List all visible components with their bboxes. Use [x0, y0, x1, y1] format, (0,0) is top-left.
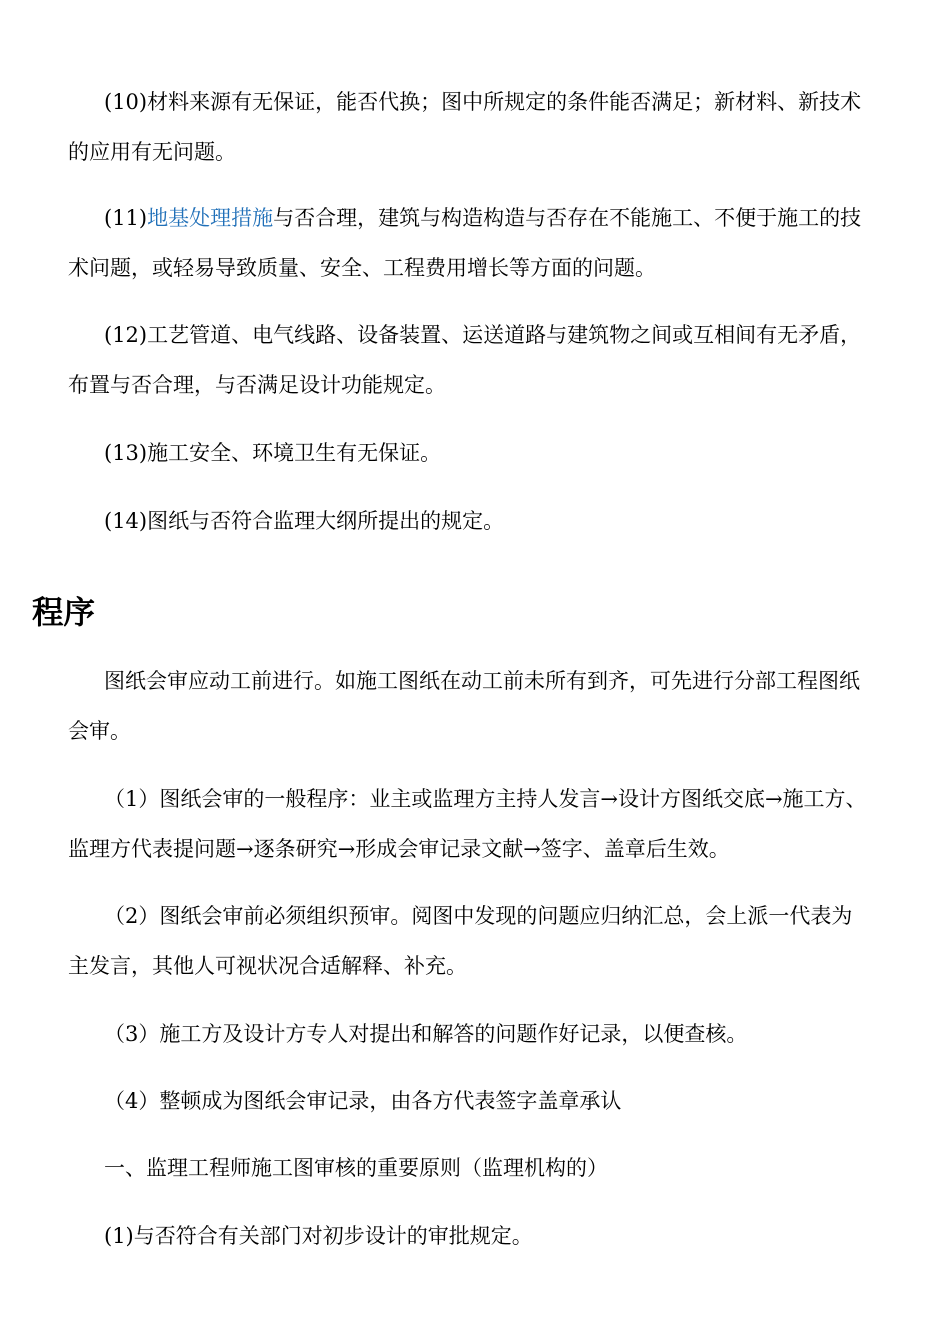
item-11-text: 与否合理，建筑与构造构造与否存在不能施工、不便于施工的技术问题，或轻易导致质量、安全、工程费用增长等方面的问题。 [68, 206, 862, 280]
section-one-title: 一、监理工程师施工图审核的重要原则（监理机构的） [104, 1156, 608, 1180]
foundation-treatment-link[interactable]: 地基处理措施 [147, 206, 274, 230]
program-step-2: （2）图纸会审前必须组织预审。阅图中发现的问题应归纳汇总，会上派一代表为主发言，其他人可视状况合适解释、补充。 [68, 904, 853, 978]
program-step-4: （4）整顿成为图纸会审记录，由各方代表签字盖章承认 [104, 1089, 622, 1113]
program-step-3: （3）施工方及设计方专人对提出和解答的问题作好记录，以便查核。 [104, 1022, 748, 1046]
item-11-number: (11) [104, 206, 148, 230]
program-step-1: （1）图纸会审的一般程序：业主或监理方主持人发言→设计方图纸交底→施工方、监理方代表提问题→逐条研究→形成会审记录文献→签字、盖章后生效。 [68, 787, 867, 861]
paragraph-item-11 [68, 193, 868, 293]
paragraph-item-10: (10)材料来源有无保证，能否代换；图中所规定的条件能否满足；新材料、新技术的应用有无问题。 [68, 90, 862, 164]
paragraph-item-14: (14)图纸与否符合监理大纲所提出的规定。 [104, 509, 505, 533]
paragraph-item-12: (12)工艺管道、电气线路、设备装置、运送道路与建筑物之间或互相间有无矛盾，布置与否合理，与否满足设计功能规定。 [68, 323, 862, 397]
section-heading-program: 程序 [32, 594, 96, 631]
principle-item-1: (1)与否符合有关部门对初步设计的审批规定。 [104, 1224, 533, 1248]
paragraph-item-13: (13)施工安全、环境卫生有无保证。 [104, 441, 442, 465]
program-intro-paragraph: 图纸会审应动工前进行。如施工图纸在动工前未所有到齐，可先进行分部工程图纸会审。 [68, 669, 860, 743]
